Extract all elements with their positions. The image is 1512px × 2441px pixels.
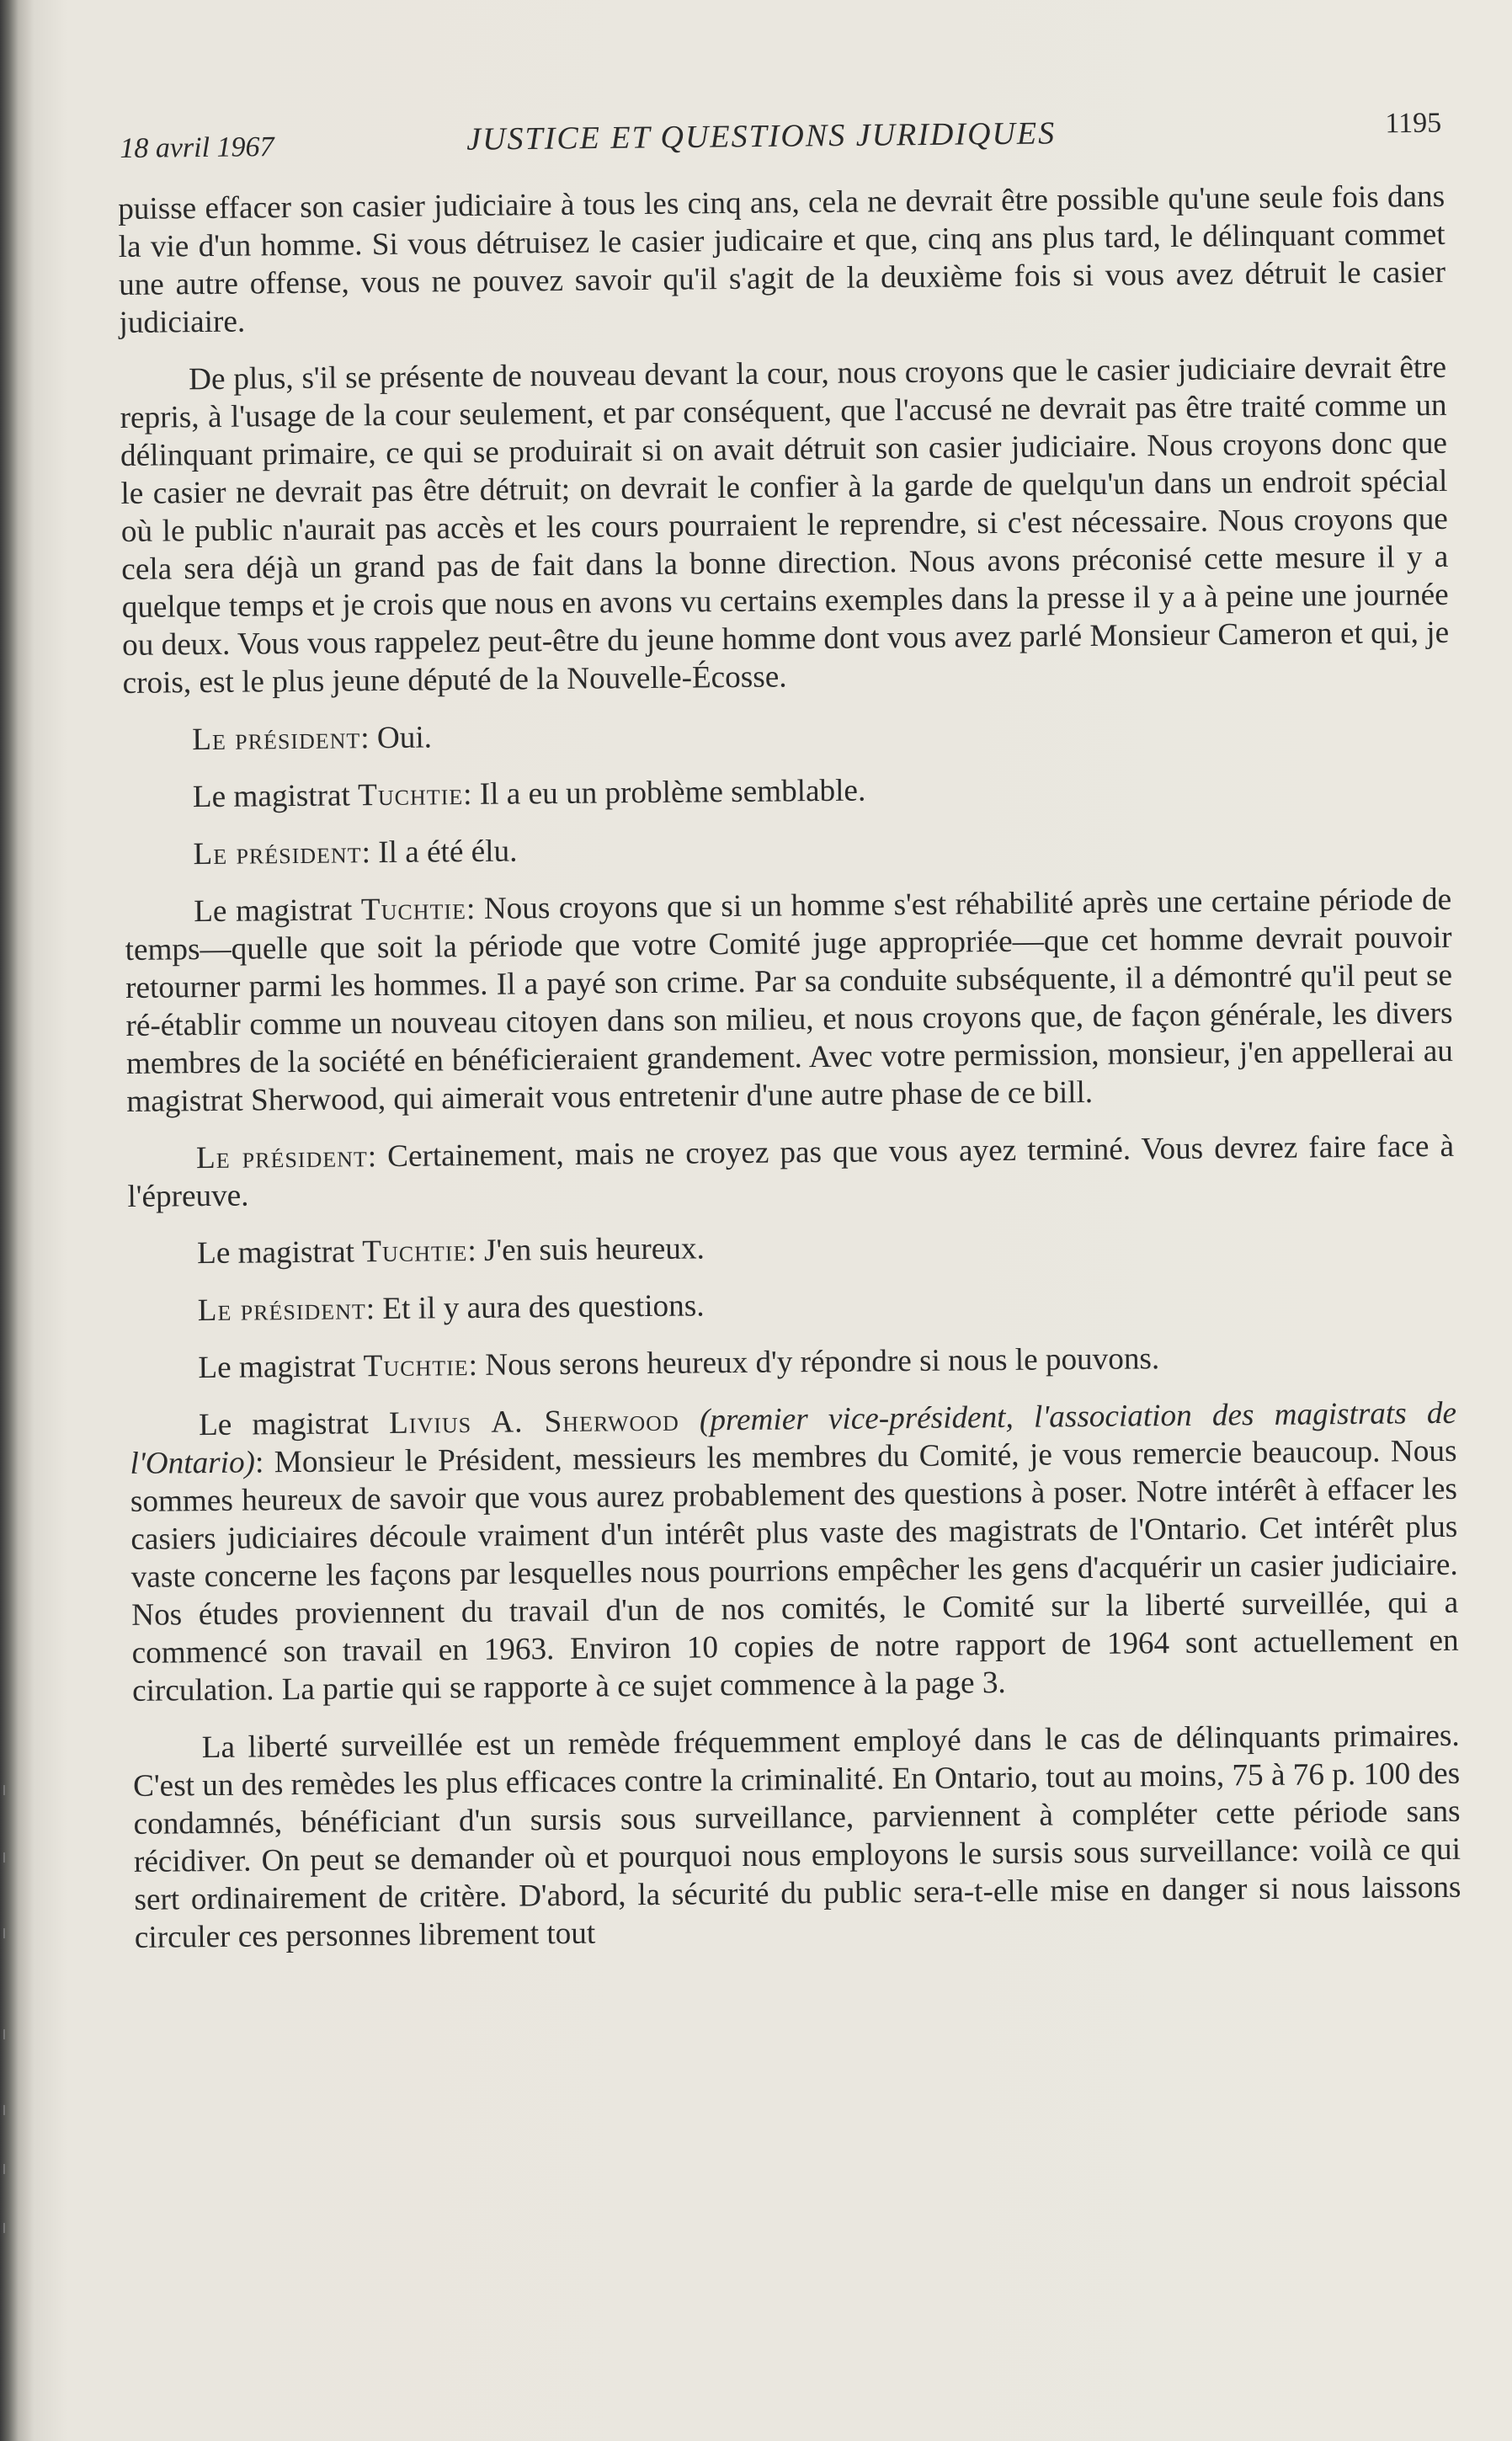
speaker-name: Le président <box>192 721 361 758</box>
dialogue-line <box>127 1127 1455 1216</box>
dialogue-line <box>125 881 1454 1121</box>
speaker-prefix: Le magistrat <box>198 1349 356 1386</box>
speaker-name: Tuchtie <box>362 1234 468 1270</box>
speaker-name: Tuchtie <box>363 1348 469 1384</box>
dialogue-text: : Certainement, mais ne croyez pas que vous ayez terminé. Vous devrez faire face à l'épreuve. <box>127 1128 1455 1214</box>
speaker-name: Tuchtie <box>360 892 467 928</box>
speaker-name: Tuchtie <box>357 777 464 813</box>
paragraph: puisse effacer son casier judiciaire à tous les cinq ans, cela ne devrait être possible qu'une seule fois dans la vie d'un homme. Si vous détruisez le casier judicaire et que, cinq ans plus tard, le délinquant commet une autre offense, vous ne pouvez savoir qu'il s'agit de la deuxième fois si vous avez détruit le casier judiciaire. <box>118 179 1446 340</box>
speaker-name: Le président <box>193 835 362 872</box>
dialogue-text: : Oui. <box>360 720 433 756</box>
paragraph: La liberté surveillée est un remède fréquemment employé dans le cas de délinquants primaires. C'est un des remèdes les plus efficaces contre la criminalité. En Ontario, tout au moins, 75 à 76 p. 100 des condamnés, bénéficiant d'un sursis sous surveillance, parviennent à compléter cette période sans récidiver. On peut se demander où et pourquoi nous employons le sursis sous surveillance: voilà ce qui sert ordinairement de critère. D'abord, la sécurité du public sera-t-elle mise en danger si nous laissons circuler ces personnes librement tout <box>132 1718 1461 1955</box>
speaker-name: Le président <box>195 1139 368 1176</box>
paragraph: De plus, s'il se présente de nouveau devant la cour, nous croyons que le casier judiciaire devrait être repris, à l'usage de la cour seulement, et par conséquent, que l'accusé ne devrait pas être traité comme un délinquant primaire, ce qui se produirait si on avait détruit son casier judiciaire. Nous croyons donc que le casier ne devrait pas être détruit; on devrait le confier à la garde de quelqu'un dans un endroit spécial où le public n'aurait pas accès et les cours pourraient le reprendre, si c'est nécessaire. Nous croyons que cela sera déjà un grand pas de fait dans la bonne direction. Nous avons préconisé cette mesure il y a quelque temps et je crois que nous en avons vu certains exemples dans la presse il y a à peine une journée ou deux. Vous vous rappelez peut-être du jeune homme dont vous avez parlé Monsieur Cameron et qui, je crois, est le plus jeune député de la Nouvelle-Écosse. <box>120 349 1450 701</box>
body-text <box>118 178 1461 1976</box>
margin-marks <box>0 1785 12 2257</box>
dialogue-line <box>123 709 1450 759</box>
dialogue-text: : J'en suis heureux. <box>467 1231 705 1269</box>
speaker-name: Le président <box>197 1292 366 1329</box>
dialogue-line <box>128 1223 1455 1273</box>
dialogue-line <box>124 766 1451 817</box>
dialogue-line <box>129 1280 1456 1330</box>
speaker-name: Livius A. Sherwood <box>388 1403 679 1441</box>
dialogue-text: : Et il y aura des questions. <box>365 1288 705 1327</box>
dialogue-text: : Nous serons heureux d'y répondre si nous le pouvons. <box>468 1341 1160 1383</box>
page-number: 1195 <box>1385 107 1442 140</box>
speaker-prefix: Le magistrat <box>198 1406 370 1443</box>
dialogue-text: : Il a eu un problème semblable. <box>462 773 866 813</box>
dialogue-line <box>129 1337 1456 1388</box>
page-header <box>120 108 1441 163</box>
header-title: JUSTICE ET QUESTIONS JURIDIQUES <box>466 115 1057 157</box>
speaker-prefix: Le magistrat <box>196 1234 355 1271</box>
dialogue-text: : Il a été élu. <box>361 834 518 871</box>
dialogue-text: : Monsieur le Président, messieurs les membres du Comité, je vous remercie beaucoup. Nous sommes heureux de savoir que vous aurez probablement des questions à poser. Notre intérêt à effacer les casiers judiciaires découle vraiment d'un intérêt plus vaste des magistrats de l'Ontario. Cet intérêt plus vaste concerne les façons par lesquelles nous pourrions empêcher les gens d'acquérir un casier judiciaire. Nos études proviennent du travail d'un de nos comités, le Comité sur la liberté surveillée, qui a commencé son travail en 1963. Environ 10 copies de notre rapport de 1964 sont actuellement en circulation. La partie qui se rapporte à ce sujet commence à la page 3. <box>130 1433 1459 1708</box>
speaker-role: (premier vice-président, l'association des magistrats de l'Ontario) <box>130 1395 1457 1481</box>
speaker-prefix: Le magistrat <box>192 778 351 815</box>
header-date: 18 avril 1967 <box>120 131 274 164</box>
speaker-prefix: Le magistrat <box>194 893 353 930</box>
dialogue-line <box>124 823 1451 874</box>
dialogue-text: : Nous croyons que si un homme s'est réhabilité après une certaine période de temps—quelle que soit la période que votre Comité juge appropriée—que cet homme devrait pouvoir retourner parmi les hommes. Il a payé son crime. Par sa conduite subséquente, il a démontré qu'il peut se ré-établir comme un nouveau citoyen dans son milieu, et nous croyons que, de façon générale, les divers membres de la société en bénéficieraient grandement. Avec votre permission, monsieur, j'en appellerai au magistrat Sherwood, qui aimerait vous entretenir d'une autre phase de ce bill. <box>125 882 1454 1119</box>
dialogue-line <box>130 1394 1459 1710</box>
